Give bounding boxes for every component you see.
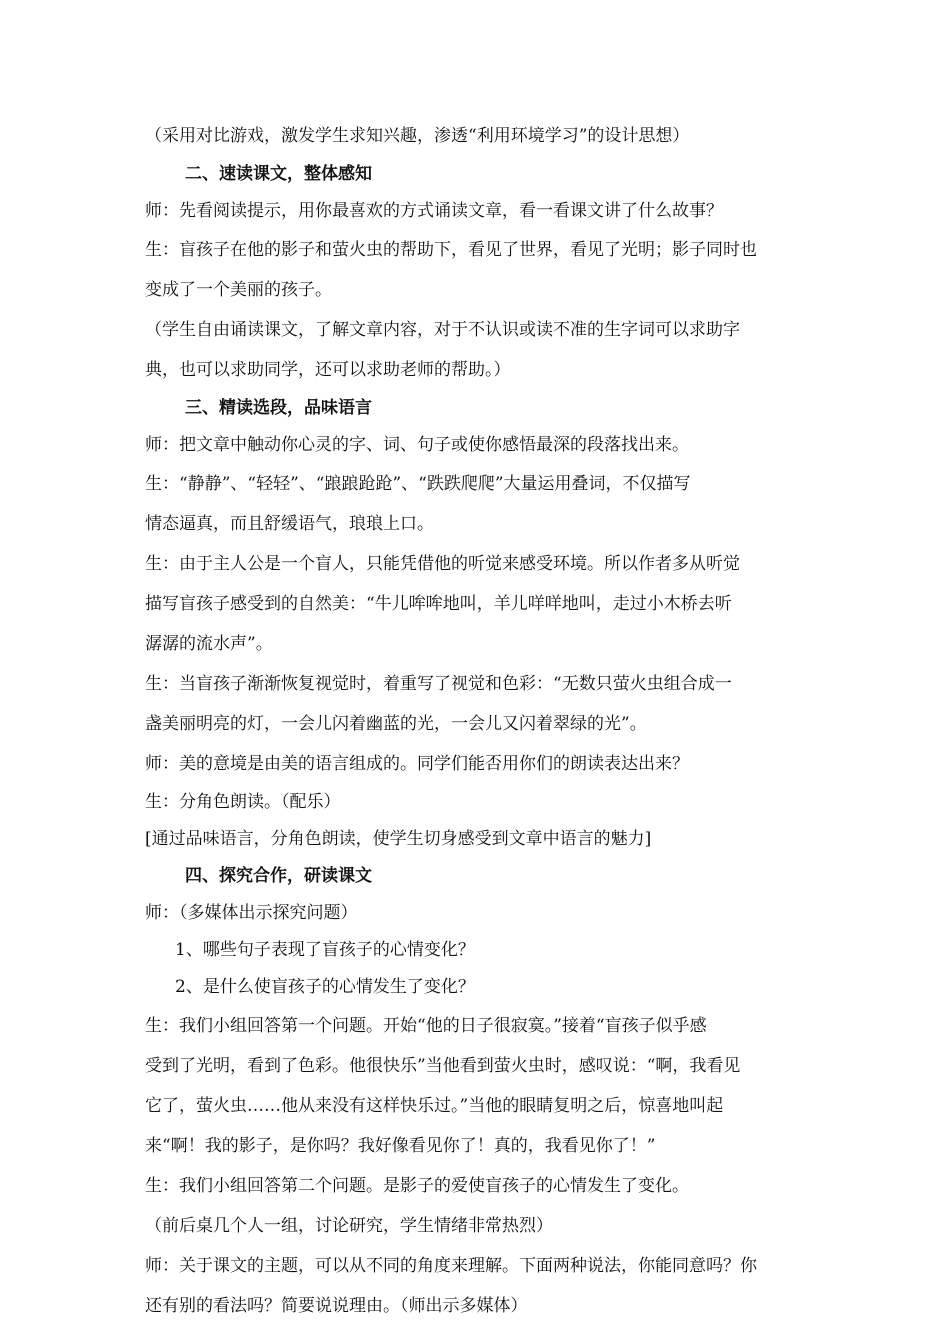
dialogue-line: 它了，萤火虫……他从来没有这样快乐过。”当他的眼睛复明之后，惊喜地叫起 bbox=[145, 1096, 724, 1116]
dialogue-line: 生：我们小组回答第一个问题。开始“他的日子很寂寞。”接着“盲孩子似乎感 bbox=[145, 1016, 707, 1036]
section-heading-4: 四、探究合作，研读课文 bbox=[185, 866, 372, 886]
dialogue-line: 来“啊！我的影子，是你吗？我好像看见你了！真的，我看见你了！” bbox=[145, 1136, 656, 1156]
dialogue-line: 生：当盲孩子渐渐恢复视觉时，着重写了视觉和色彩：“无数只萤火虫组合成一 bbox=[145, 674, 732, 694]
dialogue-line: 情态逼真，而且舒缓语气，琅琅上口。 bbox=[145, 514, 434, 534]
dialogue-line: 变成了一个美丽的孩子。 bbox=[145, 280, 332, 300]
dialogue-line: 生：由于主人公是一个盲人，只能凭借他的听觉来感受环境。所以作者多从听觉 bbox=[145, 554, 740, 574]
dialogue-line: 还有别的看法吗？简要说说理由。（师出示多媒体） bbox=[145, 1296, 528, 1316]
dialogue-line: 潺潺的流水声”。 bbox=[145, 634, 273, 654]
dialogue-line: 生：“静静”、“轻轻”、“踉踉跄跄”、“跌跌爬爬”大量运用叠词，不仅描写 bbox=[145, 474, 691, 494]
section-heading-3: 三、精读选段，品味语言 bbox=[185, 398, 372, 418]
dialogue-line: 师：先看阅读提示，用你最喜欢的方式诵读文章，看一看课文讲了什么故事？ bbox=[145, 201, 723, 221]
dialogue-line: 生：分角色朗读。（配乐） bbox=[145, 792, 341, 812]
dialogue-line: 生：盲孩子在他的影子和萤火虫的帮助下，看见了世界，看见了光明；影子同时也 bbox=[145, 240, 757, 260]
document-page bbox=[145, 116, 820, 1326]
paragraph-note: （前后桌几个人一组，讨论研究，学生情绪非常热烈） bbox=[145, 1216, 553, 1236]
dialogue-line: 生：我们小组回答第二个问题。是影子的爱使盲孩子的心情发生了变化。 bbox=[145, 1176, 689, 1196]
paragraph-note: [通过品味语言，分角色朗读，使学生切身感受到文章中语言的魅力] bbox=[145, 829, 652, 849]
dialogue-line: 受到了光明，看到了色彩。他很快乐”当他看到萤火虫时，感叹说：“啊，我看见 bbox=[145, 1056, 741, 1076]
question-item: 2、是什么使盲孩子的心情发生了变化？ bbox=[175, 977, 475, 997]
dialogue-line: 师：关于课文的主题，可以从不同的角度来理解。下面两种说法，你能同意吗？你 bbox=[145, 1256, 757, 1276]
question-item: 1、哪些句子表现了盲孩子的心情变化？ bbox=[175, 940, 475, 960]
section-heading-2: 二、速读课文，整体感知 bbox=[185, 164, 372, 184]
paragraph-note: （学生自由诵读课文，了解文章内容，对于不认识或读不准的生字词可以求助字 bbox=[145, 320, 740, 340]
dialogue-line: 描写盲孩子感受到的自然美：“牛儿哞哞地叫，羊儿咩咩地叫，走过小木桥去听 bbox=[145, 594, 732, 614]
paragraph-note: 典，也可以求助同学，还可以求助老师的帮助。） bbox=[145, 360, 511, 380]
dialogue-line: 师：美的意境是由美的语言组成的。同学们能否用你们的朗读表达出来？ bbox=[145, 754, 689, 774]
paragraph-note: （采用对比游戏，激发学生求知兴趣，渗透“利用环境学习”的设计思想） bbox=[145, 126, 690, 146]
dialogue-line: 盏美丽明亮的灯，一会儿闪着幽蓝的光，一会儿又闪着翠绿的光”。 bbox=[145, 714, 647, 734]
dialogue-line: 师：（多媒体出示探究问题） bbox=[145, 903, 358, 923]
dialogue-line: 师：把文章中触动你心灵的字、词、句子或使你感悟最深的段落找出来。 bbox=[145, 435, 689, 455]
